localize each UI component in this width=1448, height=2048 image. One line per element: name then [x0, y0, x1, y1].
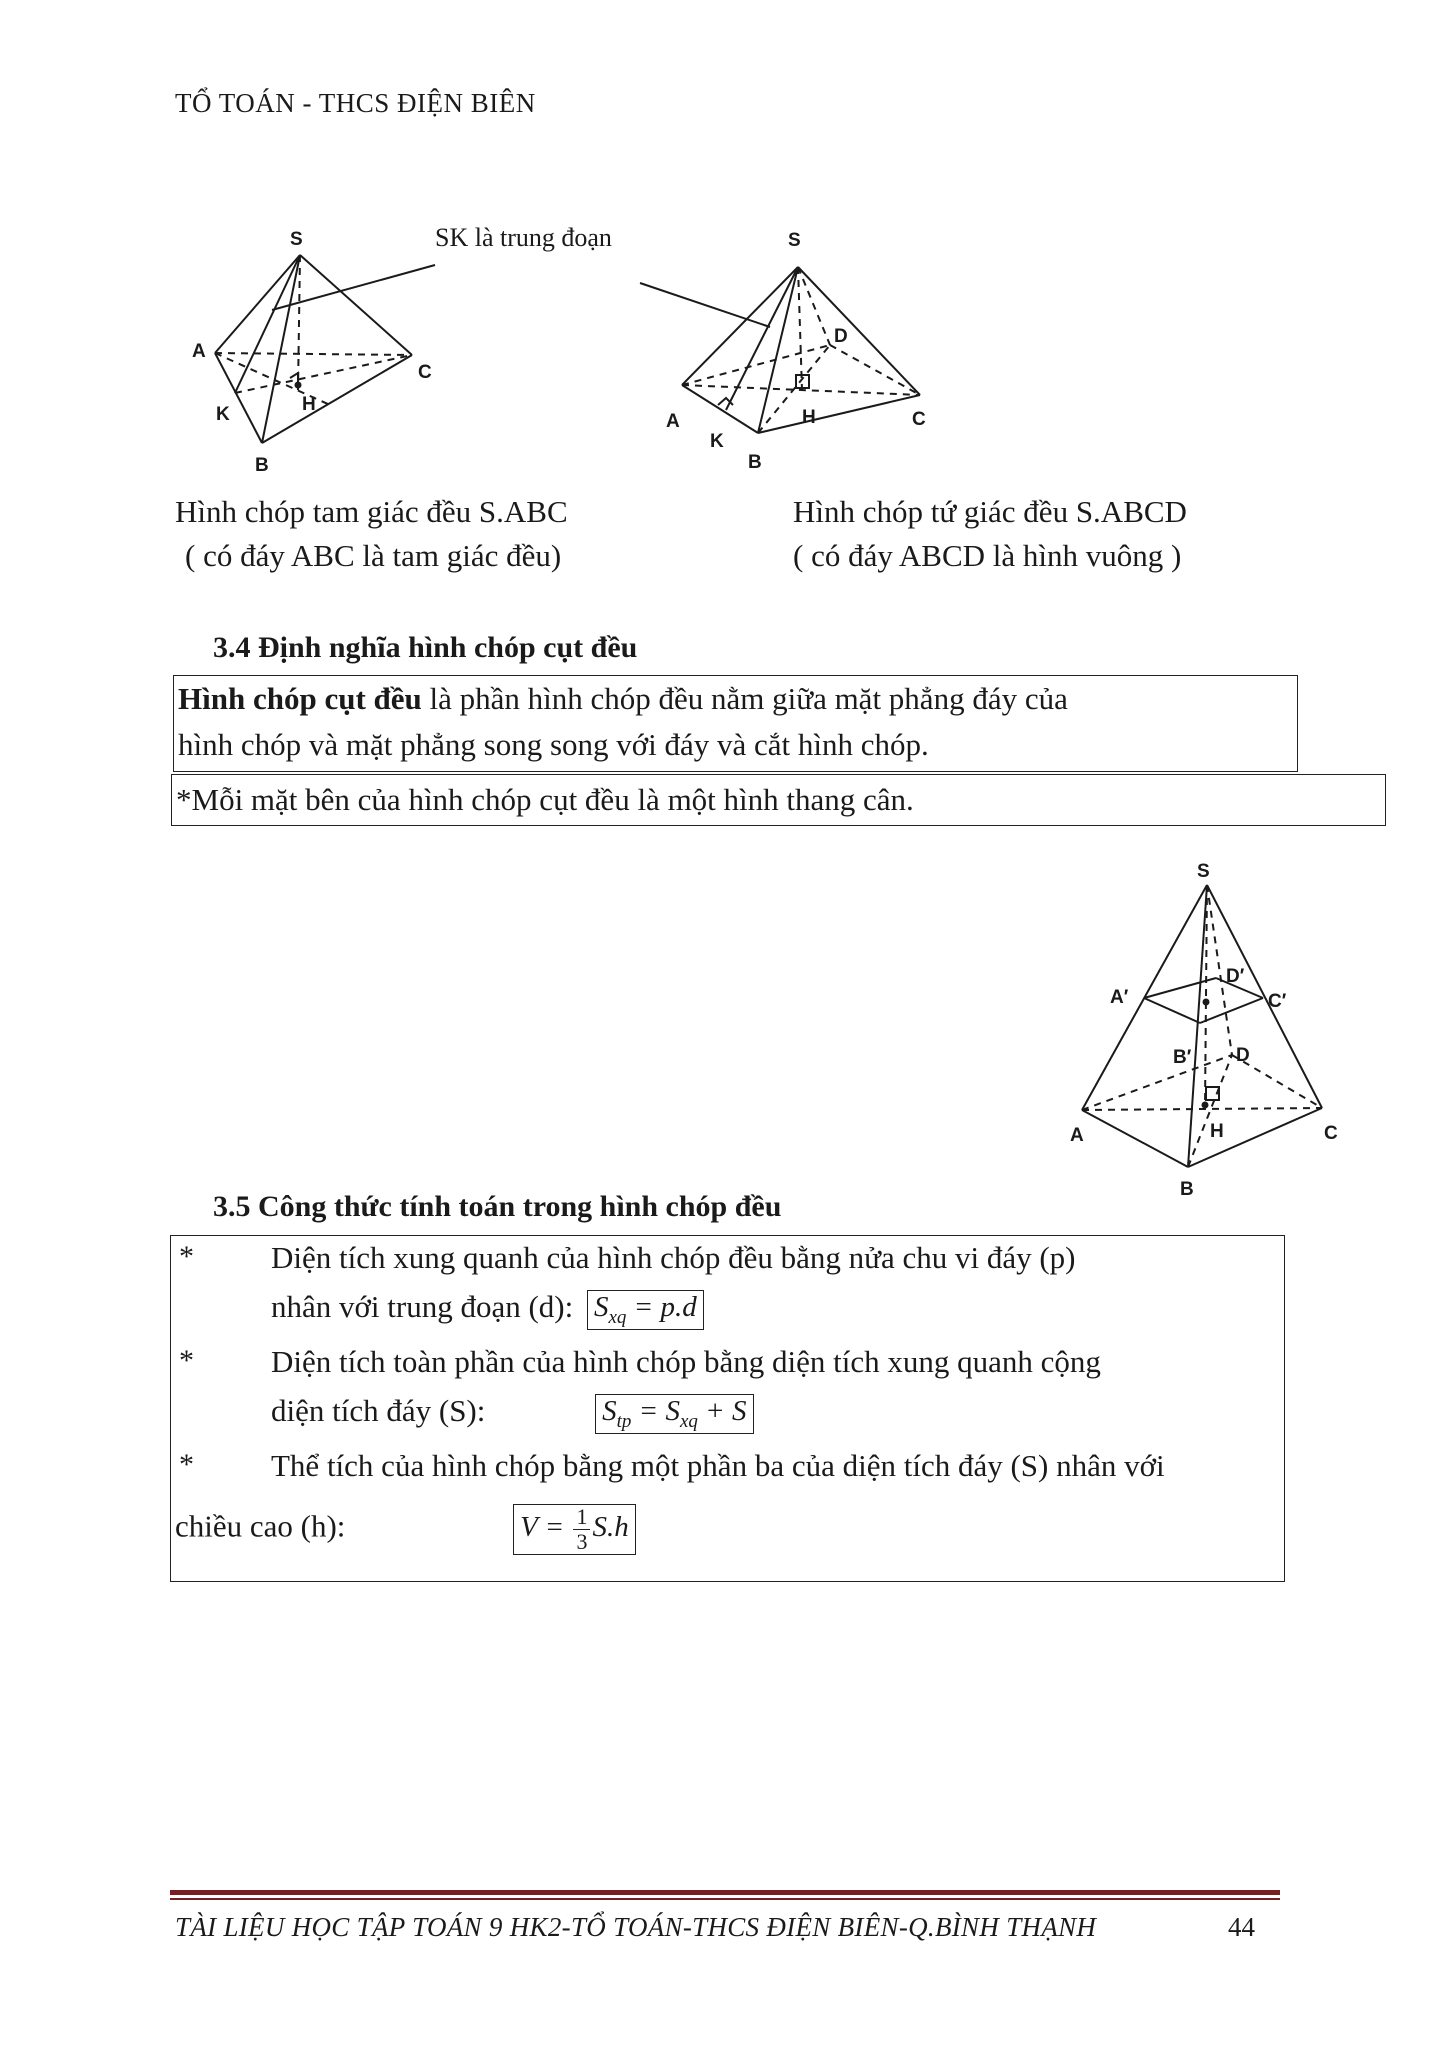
- bullet-3: *: [179, 1448, 194, 1481]
- p1-label-K: K: [216, 404, 230, 425]
- item3-line2: chiều cao (h):: [175, 1508, 346, 1544]
- p2-label-B: B: [748, 452, 762, 473]
- fr-label-B: B: [1180, 1179, 1194, 1200]
- p2-label-S: S: [788, 230, 801, 251]
- p2-label-K: K: [710, 431, 724, 452]
- edge2-AB: [682, 385, 758, 433]
- edge2-SD-hidden: [798, 267, 830, 345]
- item1-line2: nhân với trung đoạn (d):: [271, 1289, 574, 1324]
- p2-label-C: C: [912, 409, 926, 430]
- footer-text: TÀI LIỆU HỌC TẬP TOÁN 9 HK2-TỔ TOÁN-THCS ĐIỆN BIÊN-Q.BÌNH THẠNH: [175, 1912, 1097, 1942]
- item2-line1: Diện tích toàn phần của hình chóp bằng diện tích xung quanh cộng: [271, 1344, 1101, 1379]
- edge2-DC-hidden: [830, 345, 920, 395]
- edge-AC-hidden: [215, 353, 412, 355]
- fr-label-D: D: [1236, 1045, 1250, 1066]
- fr-label-B1: B′: [1173, 1047, 1192, 1068]
- definition-text-2: hình chóp và mặt phẳng song song với đáy và cắt hình chóp.: [178, 727, 929, 762]
- caption-square-1: Hình chóp tứ giác đều S.ABCD: [793, 494, 1187, 529]
- fr-top-AB: [1144, 998, 1200, 1023]
- p1-label-A: A: [192, 341, 206, 362]
- edge-SC: [300, 255, 412, 355]
- edge2-SA: [682, 267, 798, 385]
- page-number: 44: [1228, 1912, 1255, 1942]
- edge-AB: [215, 353, 262, 443]
- fr-label-A1: A′: [1110, 987, 1129, 1008]
- edge-SA: [215, 255, 300, 353]
- definition-text-1: là phần hình chóp đều nằm giữa mặt phẳng đáy của: [421, 681, 1068, 716]
- item2-line2: diện tích đáy (S):: [271, 1393, 486, 1428]
- bullet-1: *: [179, 1240, 194, 1273]
- edge-BC: [262, 355, 412, 443]
- fr-edge-AB: [1082, 1110, 1188, 1167]
- fr-diag-AC: [1082, 1108, 1322, 1110]
- p2-label-A: A: [666, 411, 680, 432]
- fr-label-S: S: [1197, 861, 1210, 882]
- median-KC: [235, 355, 412, 393]
- definition-box: [173, 675, 1298, 772]
- note-text: *Mỗi mặt bên của hình chóp cụt đều là một hình thang cân.: [176, 782, 914, 817]
- formulas-box: [170, 1235, 1285, 1582]
- edge2-BC: [758, 395, 920, 433]
- lateral-area-formula: $S_{xq} = p.d$: [587, 1290, 704, 1330]
- p2-label-D: D: [834, 326, 848, 347]
- volume-formula: V = $\frac{1}{3}$ S.h: [513, 1504, 636, 1555]
- definition-term: Hình chóp cụt đều: [178, 681, 422, 716]
- edge-SB: [262, 255, 300, 443]
- fr-label-C: C: [1324, 1123, 1338, 1144]
- bullet-2: *: [179, 1344, 194, 1377]
- pyramids-figure: [170, 215, 950, 485]
- fr-label-H: H: [1210, 1121, 1224, 1142]
- footer-rule-thin: [170, 1898, 1280, 1900]
- page-header: TỔ TOÁN - THCS ĐIỆN BIÊN: [175, 88, 536, 118]
- frustum-figure: [1060, 855, 1360, 1200]
- apothem-SK: [235, 255, 300, 393]
- footer-rule-thick: [170, 1890, 1280, 1895]
- caption-triangular-1: Hình chóp tam giác đều S.ABC: [175, 494, 568, 529]
- p1-label-C: C: [418, 362, 432, 383]
- fr-label-D1: D′: [1226, 966, 1245, 987]
- edge2-SC: [798, 267, 920, 395]
- section-3-4-title: 3.4 Định nghĩa hình chóp cụt đều: [213, 631, 638, 664]
- caption-triangular-2: ( có đáy ABC là tam giác đều): [185, 538, 562, 573]
- p2-label-H: H: [802, 407, 816, 428]
- height-SH: [298, 255, 300, 390]
- fr-edge-SC: [1207, 885, 1322, 1108]
- p1-label-B: B: [255, 455, 269, 476]
- apothem-annotation: SK là trung đoạn: [435, 223, 612, 252]
- p1-label-S: S: [290, 229, 303, 250]
- annotation-line-2: [640, 283, 770, 327]
- item3-line1: Thể tích của hình chóp bằng một phần ba của diện tích đáy (S) nhân với: [271, 1448, 1165, 1483]
- fr-edge-AD: [1082, 1055, 1232, 1110]
- item1-line1: Diện tích xung quanh của hình chóp đều bằng nửa chu vi đáy (p): [271, 1240, 1076, 1275]
- section-3-5-title: 3.5 Công thức tính toán trong hình chóp đều: [213, 1190, 782, 1223]
- note-box: [171, 774, 1386, 826]
- height2-SH: [798, 267, 802, 390]
- fr-label-C1: C′: [1268, 991, 1287, 1012]
- fr-label-A: A: [1070, 1125, 1084, 1146]
- p1-label-H: H: [302, 394, 316, 415]
- caption-square-2: ( có đáy ABCD là hình vuông ): [793, 538, 1182, 573]
- total-area-formula: $S_{tp} = S_{xq} + S$: [595, 1394, 753, 1434]
